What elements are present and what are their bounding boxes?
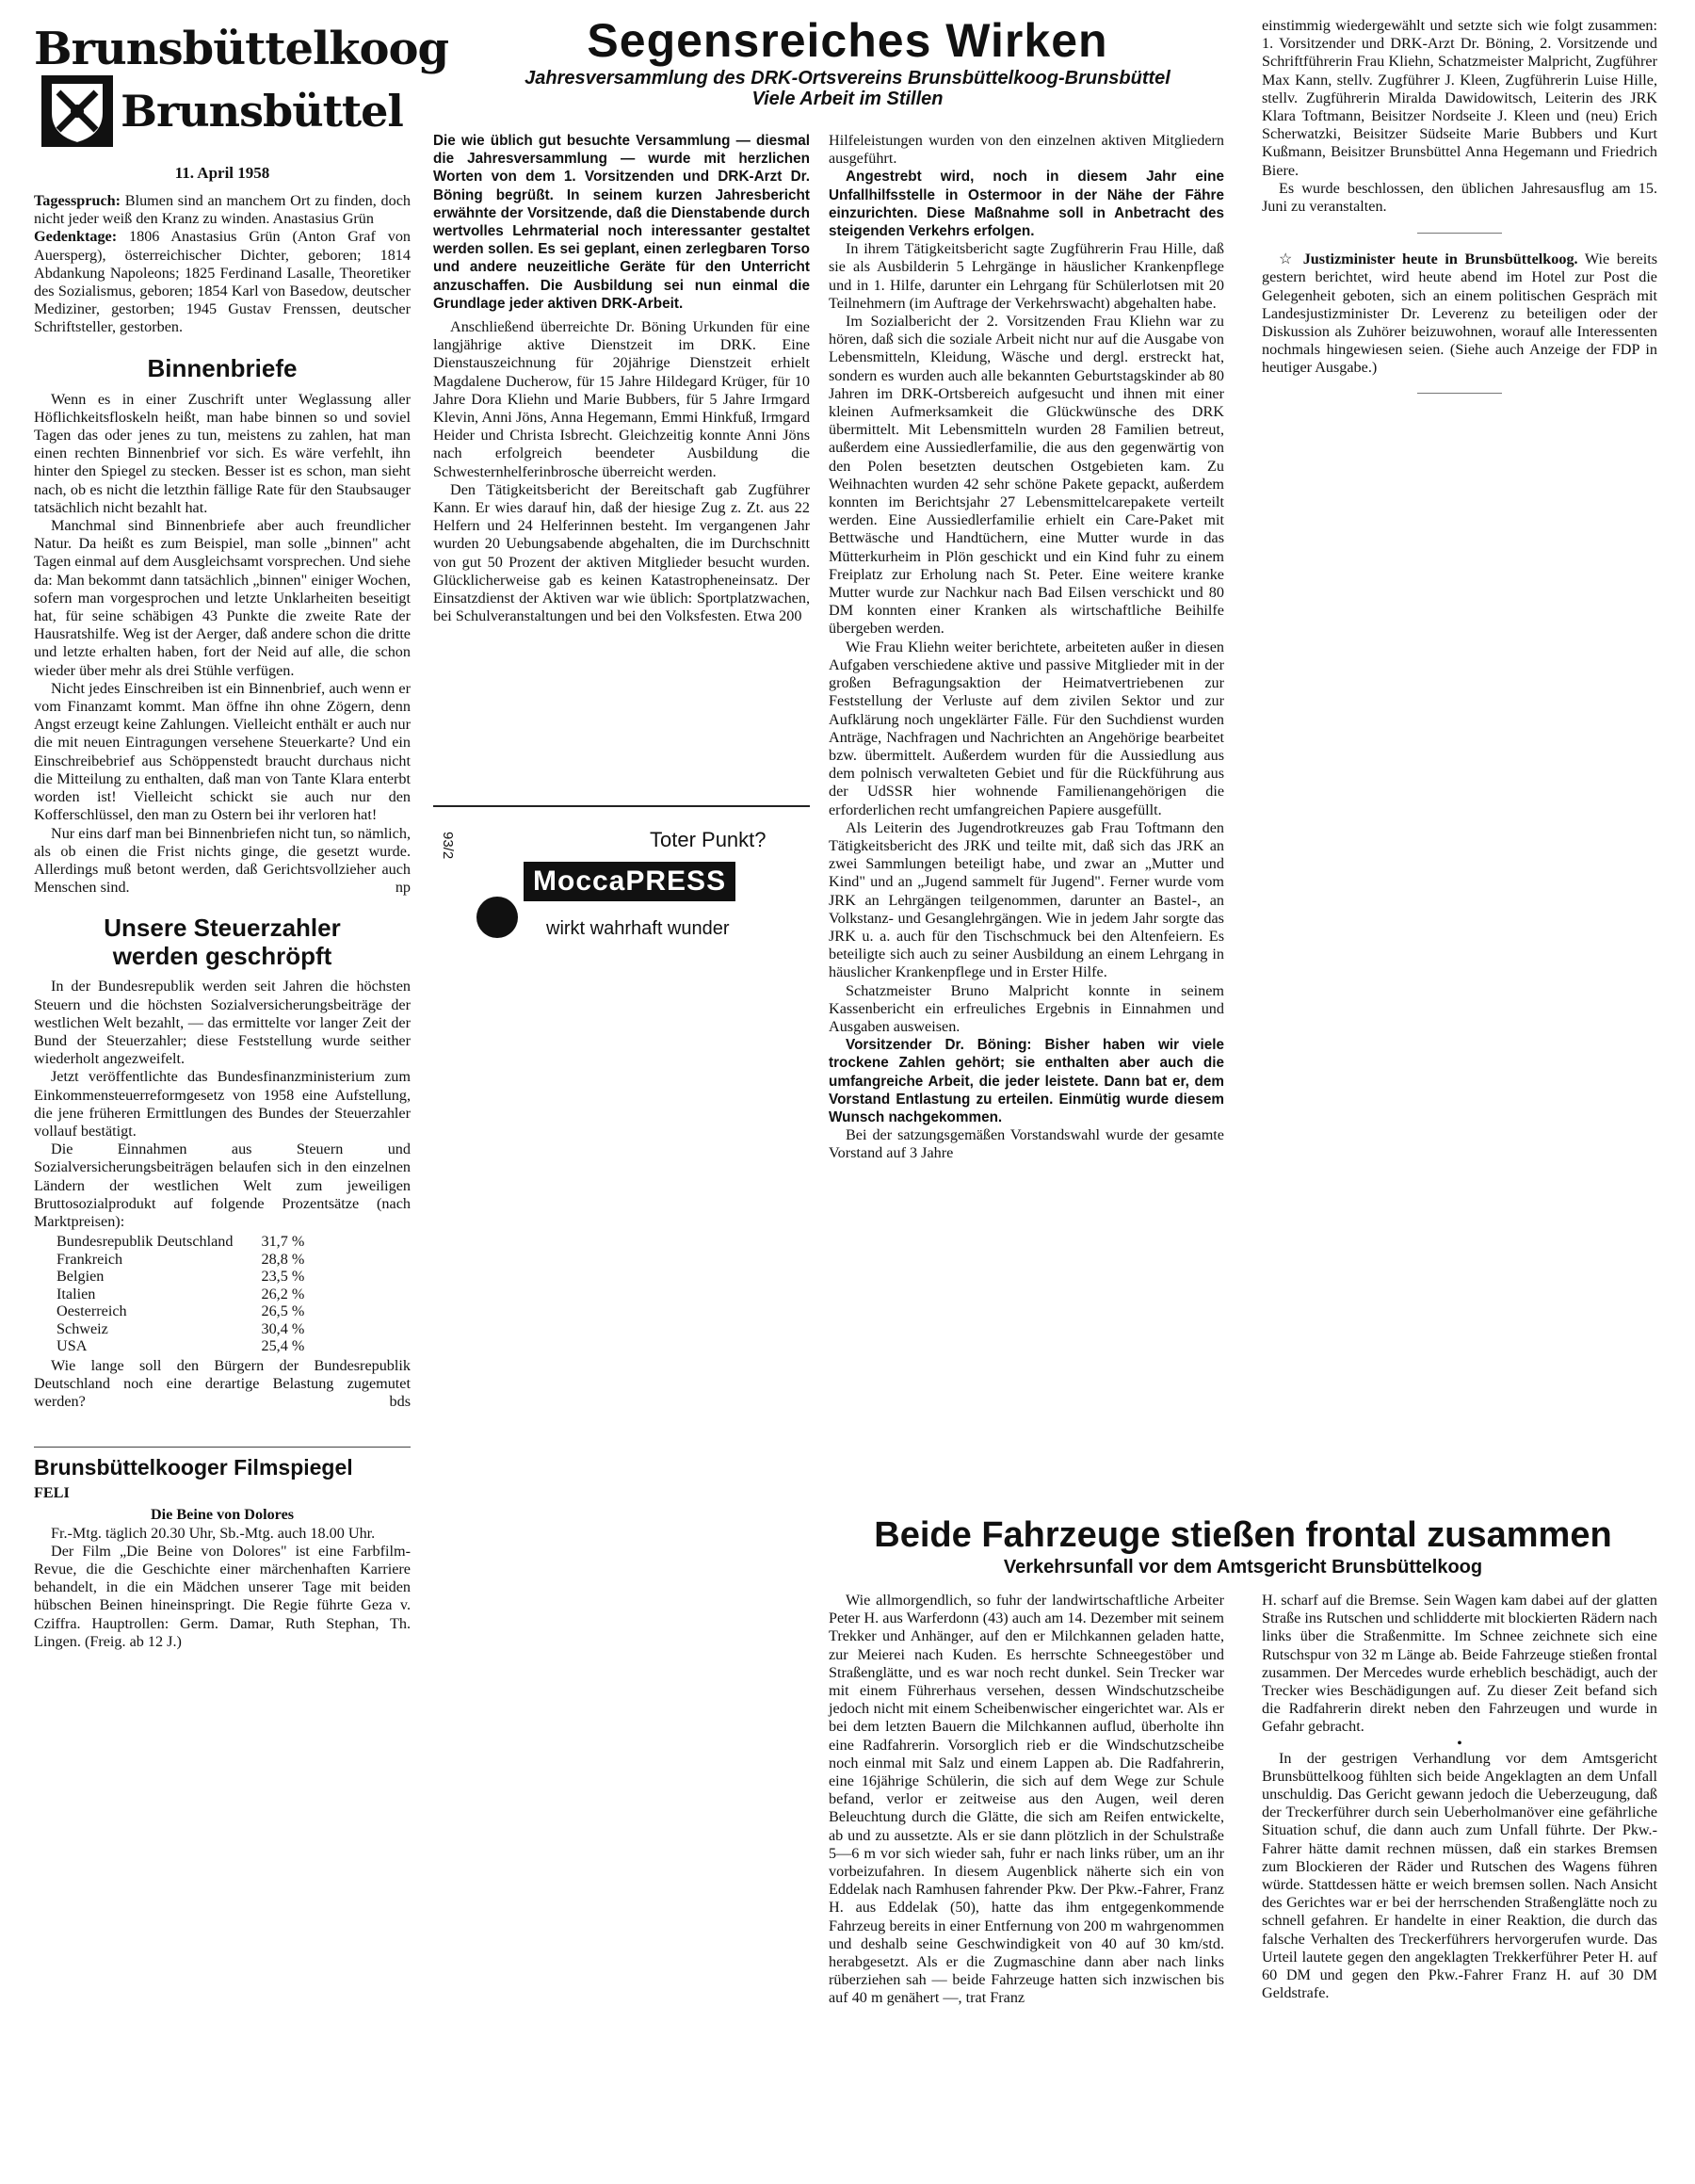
ad-slogan: Toter Punkt? — [650, 828, 767, 851]
masthead — [34, 0, 449, 183]
cinema-name: FELI — [34, 1484, 70, 1502]
film-times: Fr.-Mtg. täglich 20.30 Uhr, Sb.-Mtg. auch 18.00 Uhr. — [51, 1524, 376, 1542]
binnenbriefe-signature: np — [395, 879, 411, 897]
star-icon: ☆ — [1279, 251, 1297, 268]
tagesspruch-text: Blumen sind an manchem Ort zu finden, doch nicht jeder weiß den Kranz zu winden. Anastasius Grün — [34, 192, 412, 228]
accident-paragraph: In der gestrigen Verhandlung vor dem Amtsgericht Brunsbüttelkoog fühlten sich beide Angeklagten an dem Unfall unschuldig. Das Gericht gewann jedoch die Ueberzeugung, daß der Treckerführer durch sein Ueberholmanöver eine gefährliche Situation schuf, die dann auch zum Unfall führte. Der Pkw.-Fahrer hätte damit rechnen müssen, daß ein starkes Bremsen zum Blockieren der Räder und Rutschen des Wagens führen würde. Stattdessen hätte er weich bremsen sollen. Nach Ansicht des Gerichtes war er bei der herrschenden Straßenglätte noch zu schnell gefahren. Er handelte in einer Reaktion, die durch das falsche Verhalten des Treckerführers hervorgerufen wurde. Das Urteil lautete gegen den angeklagten Trekkerführer Peter H. auf 60 DM und gegen den Pkw.-Fahrer Franz H. auf 30 DM Geldstrafe. — [1262, 1749, 1657, 2002]
justizminister-text: Wie bereits gestern berichtet, wird heute abend im Hotel zur Post die Gelegenheit geboten, sich an einem politischen Gespräch mit Landesjustizminister Dr. Leverenz zu beteiligen oder der Diskussion als Zuhörer beizuwohnen, worauf alle Interessenten nochmals hingewiesen seien. (Siehe auch Anzeige der FDP in heutiger Ausgabe.) — [1262, 251, 1657, 377]
issue-date: 11. April 1958 — [174, 164, 270, 182]
accident-article-title: Beide Fahrzeuge stießen frontal zusammen — [874, 1515, 1612, 1555]
gedenktage-label: Gedenktage: — [34, 228, 118, 246]
drk-article-header — [433, 13, 1262, 109]
film-title: Die Beine von Dolores — [150, 1506, 295, 1524]
ad-code: 93/2 — [440, 832, 456, 860]
drk-paragraph: Es wurde beschlossen, den üblichen Jahresausflug am 15. Juni zu veranstalten. — [1262, 179, 1657, 216]
steuerzahler-paragraph: Jetzt veröffentlichte das Bundesfinanzministerium zum Einkommensteuerreformgesetz von 1958 eine Aufstellung, die jene früheren Ermittlungen des Bundes der Steuerzahler vollauf bestätigt. — [34, 1068, 411, 1140]
drk-paragraph: Anschließend überreichte Dr. Böning Urkunden für eine langjährige aktive Dienstzeit im DRK. Eine Dienstauszeichnung für 20jährige Dienstzeit erhielt Magdalene Ducherow, für 15 Jahre Hildegard Krüger, für 10 Jahre Dora Kliehn und Marie Bubbers, für 5 Jahre Irmgard Klevin, Anni Jöns, Anna Hegemann, Emmi Hinkfuß, Irmgard Heider und Christa Isbrecht. Gleichzeitig konnte Anni Jöns nach erfolgreich beendeter Ausbildung die Schwesternhelferinbrosche überreicht werden. — [433, 318, 810, 480]
steuerzahler-paragraph: In der Bundesrepublik werden seit Jahren die höchsten Steuern und die höchsten Sozialversicherungsbeiträge der westlichen Welt bezahlt, — das ermittelte vor langer Zeit der Bund der Steuerzahler; diese Feststellung wurde seither wiederholt angezweifelt. — [34, 978, 411, 1068]
accident-column-2 — [1262, 1592, 1657, 2002]
ad-tagline: wirkt wahrhaft wunder — [546, 918, 730, 939]
table-row: Bundesrepublik Deutschland 31,7 % — [56, 1233, 305, 1251]
accident-paragraph: Wie allmorgendlich, so fuhr der landwirtschaftliche Arbeiter Peter H. aus Warferdonn (43) auch am 14. Dezember mit seinem Trekker und Anhänger, auf den er Milchkannen geladen hatte, zur Meierei nach Kuden. Es herrschte Schneegestöber und Straßenglätte, und es war noch recht dunkel. Sein Trecker war mit einem Führerhaus versehen, dessen Windschutzscheibe jedoch nicht mit einem Scheibenwischer eingerichtet war. Als er bei dem letzten Bauern die Milchkannen auflud, überholte ihn eine Radfahrerin. Vorsorglich rieb er die Windschutzscheibe noch einmal mit Salz und einem Lappen ab. Die Radfahrerin, eine 16jährige Schülerin, die sich auf dem Wege zur Schule befand, verlor er zeitweise aus den Augen, weil deren Beleuchtung durch die Glätte, die sich am Reifen entwickelte, ab und zu aussetzte. Als er sie dann plötzlich in der Schulstraße 5—6 m vor sich wieder sah, fuhr er nach links rüber, um an ihr vorbeizufahren. In diesem Augenblick näherte sich ein von Eddelak nach Ramhusen fahrender Pkw. Der Pkw.-Fahrer, Franz H. aus Eddelak (50), hatte das ihm entgegenkommende Fahrzeug bereits in einer Entfernung von 200 m wahrgenommen und deshalb seine Geschwindigkeit von 40 auf 30 km/std. herabgesetzt. Als er die Zugmaschine dann aber nach links rüberziehen sah — beide Fahrzeuge hatten sich inzwischen bis auf 40 m genähert —, trat Franz — [829, 1592, 1224, 2007]
justizminister-notice — [1262, 251, 1657, 377]
drk-column-2 — [829, 132, 1224, 1163]
tax-rate-table — [56, 1233, 304, 1355]
table-row: USA 25,4 % — [56, 1337, 305, 1355]
drk-article-title: Segensreiches Wirken — [587, 14, 1108, 67]
steuerzahler-paragraph: Wie lange soll den Bürgern der Bundesrepublik Deutschland noch eine derartige Belastung zugemutet werden? bds — [34, 1356, 411, 1411]
accident-article-subtitle: Verkehrsunfall vor dem Amtsgericht Brunsbüttelkoog — [1003, 1557, 1483, 1577]
table-row: Belgien 23,5 % — [56, 1268, 305, 1286]
drk-paragraph: Hilfeleistungen wurden von den einzelnen aktiven Mitgliedern ausgeführt. — [829, 132, 1224, 168]
binnenbriefe-paragraph: Wenn es in einer Zuschrift unter Weglassung aller Höflichkeitsfloskeln heißt, man habe binnen so und soviel Tagen das oder jenes zu tun, meistens zu zahlen, hat man einen rechten Binnenbrief vor sich. Es wäre verfehlt, ihn hinter den Spiegel zu stecken. Besser ist es schon, man sieht nach, ob es nicht die letzthin fällige Rate für den Staubsauger tatsächlich nicht bezahlt hat. — [34, 390, 411, 516]
tagesspruch-label: Tagesspruch: — [34, 192, 121, 209]
filmspiegel-headline: Brunsbüttelkooger Filmspiegel — [34, 1455, 353, 1480]
masthead-title-1: Brunsbüttelkoog — [34, 23, 449, 75]
table-row: Oesterreich 26,5 % — [56, 1302, 305, 1320]
steuerzahler-headline: Unsere Steuerzahler werden geschröpft — [104, 914, 341, 971]
drk-article-subtitle: Jahresversammlung des DRK-Ortsvereins Brunsbüttelkoog-Brunsbüttel — [525, 68, 1170, 89]
binnenbriefe-paragraph: Nicht jedes Einschreiben ist ein Binnenbrief, auch wenn er vom Finanzamt kommt. Man öffne ihn ohne Zögern, denn Angst erzeugt keine Zahlungen. Vielleicht enthält er auch nur die mit neuen Eintragungen versehene Steuerkarte? Und ein Einschreibebrief aus Schöppenstedt braucht durchaus nicht die Mitteilung zu enthalten, daß man von Tante Klara enterbt worden ist! Vielleicht schickt sie auch nur den Kofferschlüssel, den man zu Ostern bei ihr verloren hat! — [34, 679, 411, 824]
accident-article-header — [829, 1514, 1657, 1578]
coat-of-arms-icon — [41, 75, 113, 147]
ad-brand: MoccaPRESS — [524, 862, 735, 901]
drk-paragraph: In ihrem Tätigkeitsbericht sagte Zugführerin Frau Hille, daß sie als Ausbilderin 5 Lehrgänge in häuslicher Krankenpflege und in 1. Hilfe, darunter ein Lehrgang für Schülerlotsen mit 20 Teilnehmern (im Auftrage der Verkehrswacht) abgehalten habe. — [829, 240, 1224, 312]
table-row: Frankreich 28,8 % — [56, 1250, 305, 1268]
drk-paragraph: Als Leiterin des Jugendrotkreuzes gab Frau Toftmann den Tätigkeitsbericht des JRK und teilte mit, daß sich das JRK an zwei Sammlungen beteiligt habe, und zwar an „Mutter und Kind" und an „Jugend sammelt für Jugend". Ferner wurde vom JRK an Lehrgängen teilgenommen, darunter an Bastel-, an Volkstanz- und Gesanglehrgängen. Wie in jedem Jahr sorgte das JRK u. a. auch für den Tischschmuck bei den Altenfeiern. Es beteiligte sich auch zu seiner Ausbildung an einem Lehrgang in häuslicher Krankenpflege und in Erster Hilfe. — [829, 818, 1224, 981]
drk-column-3 — [1262, 17, 1657, 409]
drk-article-subtitle-2: Viele Arbeit im Stillen — [751, 89, 944, 109]
justizminister-label: Justizminister heute in Brunsbüttelkoog. — [1302, 251, 1578, 268]
binnenbriefe-headline: Binnenbriefe — [147, 353, 298, 382]
drk-emphasis: Angestrebt wird, noch in diesem Jahr eine Unfallhilfsstelle in Ostermoor in der Nähe der Fähre einzurichten. Diese Maßnahme soll in Anbetracht des steigenden Verkehrs erfolgen. — [829, 169, 1224, 240]
table-row: Italien 26,2 % — [56, 1285, 305, 1302]
moccapress-ad — [433, 805, 810, 977]
accident-paragraph: H. scharf auf die Bremse. Sein Wagen kam dabei auf der glatten Straße ins Rutschen und schlidderte mit blockierten Rädern nach links über die Straßenmitte. Im Schnee zeichnete sich eine Rutschspur von 32 m Länge ab. Beide Fahrzeuge stießen frontal zusammen. Der Mercedes wurde erheblich beschädigt, auch der Trecker wies Beschädigungen auf. Zu dieser Zeit befand sich die Radfahrerin direkt neben den Fahrzeugen und wurde in Gefahr gebracht. — [1262, 1592, 1657, 1736]
table-row: Schweiz 30,4 % — [56, 1319, 305, 1337]
steuerzahler-signature: bds — [389, 1393, 411, 1411]
drk-paragraph: Den Tätigkeitsbericht der Bereitschaft gab Zugführer Kann. Er wies darauf hin, daß der hiesige Zug z. Zt. aus 22 Helfern und 24 Helferinnen besteht. Im vergangenen Jahr wurden 20 Uebungsabende abgehalten, die im Durchschnitt von gut 50 Prozent der aktiven Mitglieder besucht wurden. Glücklicherweise gab es keinen Katastropheneinsatz. Der Einsatzdienst der Aktiven war wie üblich: Sportplatzwachen, bei Schulveranstaltungen und bei den Volksfesten. Etwa 200 — [433, 480, 810, 625]
binnenbriefe-paragraph: Manchmal sind Binnenbriefe aber auch freundlicher Natur. Da heißt es zum Beispiel, man solle „binnen" acht Tagen einmal auf dem Ausgleichsamt vorsprechen. Und siehe da: Man bekommt dann tatsächlich „binnen" einiger Wochen, sofern man vorgesprochen und letzte Unklarheiten beseitigt hat, für seine schäbigen 43 Punkte die zweite Rate der Hausratshilfe. Weg ist der Aerger, daß andere schon die dritte und letzte erhalten haben, fort der Neid auf alle, die schon wieder über mehr als drei Stühle verfügen. — [34, 517, 411, 679]
gedenktage-text: 1806 Anastasius Grün (Anton Graf von Auersperg), österreichischer Dichter, geboren; 1814 Abdankung Napoleons; 1825 Ferdinand Lasalle, Theoretiker des Sozialismus, geboren; 1854 Karl von Basedow, deutscher Mediziner, gestorben; 1945 Gustav Frenssen, deutscher Schriftsteller, gestorben. — [34, 228, 412, 336]
bullet-icon: • — [1457, 1734, 1462, 1752]
drk-paragraph: einstimmig wiedergewählt und setzte sich wie folgt zusammen: 1. Vorsitzender und DRK-Arzt Dr. Böning, 2. Vorsitzende und Schriftführerin Frau Kliehn, Schatzmeister Malpricht, Zugführer Max Kann, stellv. Zugführer J. Kleen, Zugführerin Luise Hille, stellv. Zugführerin Miralda Dawidowitsch, Leiterin des JRK Klara Toftmann, Beisitzer Nordseite J. Kleen und (neu) Erich Scherwatzki, Beisitzer Südseite Marie Bubbers und Kurt Kußmann, Beisitzer Brunsbüttel Anna Hegemann und Friedrich Biere. — [1262, 17, 1657, 179]
accident-column-1 — [829, 1592, 1224, 2008]
masthead-title-2: Brunsbüttel — [121, 86, 403, 137]
film-review: Der Film „Die Beine von Dolores" ist eine Farbfilm-Revue, die die Geschichte einer märchenhaften Karriere behandelt, in die ein Mädchen unserer Tage mit beiden hübschen Beinen hineinspringt. Die Regie führte Geza v. Cziffra. Hauptrollen: Germ. Damar, Ruth Stephan, Th. Lingen. (Freig. ab 12 J.) — [34, 1542, 411, 1650]
drk-paragraph: Bei der satzungsgemäßen Vorstandswahl wurde der gesamte Vorstand auf 3 Jahre — [829, 1126, 1224, 1162]
drk-emphasis: Vorsitzender Dr. Böning: Bisher haben wir viele trockene Zahlen gehört; sie enthalten aber auch die umfangreiche Arbeit, die jeder leistete. Dann bat er, dem Vorstand Entlastung zu erteilen. Einmütig wurde diesem Wunsch nachgekommen. — [829, 1037, 1224, 1125]
binnenbriefe-paragraph: Nur eins darf man bei Binnenbriefen nicht tun, so nämlich, als ob einen die Frist nichts ginge, die gesetzt wurde. Allerdings muß betont werden, daß Gerichtsvollzieher auch Menschen sind. np — [34, 824, 411, 897]
drk-paragraph: Im Sozialbericht der 2. Vorsitzenden Frau Kliehn war zu hören, daß sich die soziale Arbeit nicht nur auf die Ausgabe von Lebensmitteln, Kleidung, Wäsche und dergl. erstreckt hat, sondern es wurden auch alle bekannten Geburtstagskinder ab 80 Jahren im DRK-Ortsbereich aufgesucht und ihnen mit einer kleinen Aufmerksamkeit die Glückwünsche des DRK übermittelt. Mit Lebensmitteln wurden 28 Familien betreut, außerdem eine Aussiedlerfamilie, die aus den gegenwärtig von den Polen besetzten deutschen Ostgebieten kam. Zu Weihnachten wurden 42 sehr schöne Pakete gepackt, außerdem konnten im Berichtsjahr 27 Lebensmittelcarepakete verteilt werden. Eine Aussiedlerfamilie erhielt ein Care-Paket mit Bettwäsche und Handtüchern, eine Mutter wurde in das Mütterkurheim in Plön geschickt und ein Kind fuhr zu einem Freiplatz zur Erholung nach St. Peter. Eine weitere kranke Mutter wurde zur Nachkur nach Bad Eilsen verschickt und 80 DM konnten einer Kranken als wirtschaftliche Beihilfe übergeben werden. — [829, 313, 1224, 638]
drk-paragraph: Schatzmeister Bruno Malpricht konnte in seinem Kassenbericht ein erfreuliches Ergebnis in Einnahmen und Ausgaben ausweisen. — [829, 981, 1224, 1035]
coffee-bean-icon — [476, 897, 518, 938]
drk-lead: Die wie üblich gut besuchte Versammlung — diesmal die Jahresversammlung — wurde mit herzlichen Worten von dem 1. Vorsitzenden und DRK-Arzt Dr. Böning begrüßt. In seinem kurzen Jahresbericht erwähnte der Vorsitzende, daß die Dienstabende durch wertvolles Lehrmaterial noch interessanter gestaltet werden sollen. Es sei geplant, einen zerlegbaren Torso und andere neuzeitliche Geräte für den Unterricht anzuschaffen. Die Ausbildung sei nun einmal die Grundlage jeder aktiven DRK-Arbeit. — [433, 133, 810, 312]
steuerzahler-paragraph: Die Einnahmen aus Steuern und Sozialversicherungsbeiträgen belaufen sich in den einzelnen Ländern der westlichen Welt zum jeweiligen Bruttosozialprodukt auf folgende Prozentsätze (nach Marktpreisen): — [34, 1141, 411, 1230]
drk-paragraph: Wie Frau Kliehn weiter berichtete, arbeiteten außer in diesen Aufgaben verschiedene aktive und passive Mitglieder mit in der großen Befragungsaktion der Heimatvertriebenen zur Feststellung der Verluste auf dem zivilen Sektor und zur Aufklärung noch ungeklärter Fälle. Für den Suchdienst wurden Anträge, Nachfragen und Nachrichten an Angehörige bearbeitet bzw. übermittelt. Außerdem wurden für die Aussiedlung aus dem polnisch verwalteten Gebiet und für die Rückführung aus der UdSSR hier wohnende Familienangehörigen die erforderlichen recht umfangreichen Papiere ausgefüllt. — [829, 638, 1224, 818]
drk-column-1 — [433, 132, 810, 625]
